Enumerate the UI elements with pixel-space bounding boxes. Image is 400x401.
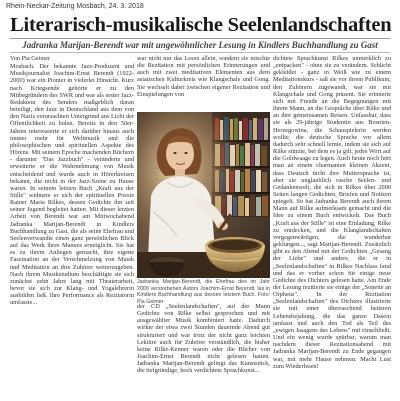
article-column-1 <box>10 55 134 398</box>
newspaper-source-line: Rhein-Neckar-Zeitung Mosbach, 24. 3. 2018 <box>6 3 144 10</box>
article-column-3 <box>273 55 391 398</box>
photo-woman-with-singing-bowl <box>137 112 270 278</box>
subtitle-rule <box>10 52 390 53</box>
article-subtitle: Jadranka Marijan-Berendt war mit ungewöhnlicher Lesung in Kindlers Buchhandlung zu Gast <box>22 40 378 50</box>
article-photo <box>137 112 270 278</box>
column-1-text: Mosbach. Der bekannte Jazz-Produzent und Musikjournalist Joachim-Ernst Berendt (1922-2000) war ein Pionier in vielerlei Hinsicht. Kurz nach Kriegsende gehörte er zu den Mitbegründern des SWR und war als erster Jazz-Redakteur des Senders maßgeblich daran beteiligt, den Jazz in Deutschland aus dem von den Nazis verursachten Untergrund ans Licht der Öffentlichkeit zu holen. Bereits in den 50er-Jahren interessierte er sich darüber hinaus auch immer mehr für Weltmusik und die philosophischen und spirituellen Aspekte des Hörens. Mit seinem Epoche machenden Büchern - darunter "Das Jazzbuch" - veränderte und erweiterte er die Wahrnehmung von Musik entscheidend und wurde auch in Hörerkreisen bekannt, die nicht in der Jazz-Szene zu Hause waren. In seinem letzten Buch „Kraft aus der Stille" widmete er sich der spirituellen Poesie Rainer Maria Rilkes, dessen Gedichte ihn seit seiner Jugend begleitet hatten. Mit dieser letzten Arbeit von Berendt war am Mittwochabend Jadranka Marijan-Berendt in Kindlers Buchhandlung zu Gast, die als seine Ehefrau und Seelenverwandte einen ganz persönlichen Blick auf das Werk ihres Mannes ermöglicht. Sie hat es zu ihrem Anliegen gemacht, ihre eigene Faszination an der Verschmelzung von Musik und Meditation an ihre Zuhörer weiterzugeben. Nach ihrem Musikstudium beschäftigte sie sich zunächst zehn Jahre lang mit Theaterarbeit, bevor sie sich zur Klang- und Yogalehrerin ausbilden ließ. Ihre Performance als Rezitatorin umfasste... <box>10 63 134 307</box>
column-2-top-text: war nicht nur das Lesen allein, sondern sie mischte die Rezitation mit persönlichen Erinnerungen und auch mit zwei meditativen Elementen aus dem asiatischen Kulturkreis wie Klangschale und Gong. Sie wechselt dabei zwischen eigener Rezitation und Einspielungen von <box>137 55 270 98</box>
article-column-2-bottom <box>137 303 270 398</box>
column-2-bottom-text: der CD „Seelenlandschaften", auf der Mann Gedichte von Rilke selbst gesprochen und mit ausgewählter Musik kombiniert hatte. Dadurch wirkte der etwa zwei Stunden dauernde Abend gut strukturiert und war trotz der nicht ganz leichten Lektüre auch für Zuhörer verständlich, die bisher keine Rilke-Kenner waren oder die Bücher von Joachim-Ernst Berendt nicht gelesen hatten. Jadranka Marijan-Berendt gelingt das Kunststück, die tiefgründige, hoch verdichtete Sprachkunst... <box>137 303 270 375</box>
article-headline: Literarisch-musikalische Seelenlandschaften <box>10 14 392 36</box>
column-3-text: dichtete Sprachkunst Rilkes unmerklich zu „entpacken" - ohne sie zu verändern. Schlicht gekleidet - ganz in Weiß wie zu einem Meditationskurs - saß sie vor ihrem Publikum, den Zuhörern zugewandt, war sie mit Klangschale und Gong präsent. Sie erinnerte sich mit Freude an die Begegnungen mit ihrem Mann, an die Gespräche über Rilke und an ihre gemeinsamen Reisen. Unfassbar, dass sie als 29-jährige Studentin aus Bosnien-Herzegowina, die Schauspielerin werden wollte, die deutsche Sprache vor allem dadurch sehr schnell lernte, indem sie sich auf Rilke stürzte, bei dem es ja gilt, jedes Wort auf die Goldwaage zu legen. Auch heute noch hört man an einem charmanten kleinen Akzent, dass Deutsch nicht ihre Muttersprache ist, aber sie unglaublich rasche Seelen- und Gedankenwelt, die sich in Rilkes über 2000 Seiten langen Gedichten, Briefen und Notizen spiegelt. So hat Jadranka Berendt auch ihrem Mann auf Rilke aufmerksam gemacht und die Idee zu einem Buch entwickelt. Das Buch „Kraft aus der Stille" ist eine Einladung, Rilke zu entdecken, und die Klanglandschaften vergegenwärtigen, die wunderbar geklungen..., sagt Marijan-Berendt. Zusätzlich gibt es den Abend mit der Gedichten „Gesang der Liebe" und andere, die er in „Seelenlandschaften" in Rilkes Nachlass fand und das er vorher schon für einige neue Gedichte des Dichters gelesen hatte. Am Ende der Lesung rezitierte sie einige der „Sonette an Orpheus". In der Rezitation „Seelenlandschaften" des Dichters illustrierte sie mit einer überraschend heiteren Lebensbejahung, die das ganze Dasein umfasst und auch den Tod als Teil des „ewigen Jasagens des Lebens" mit einschließt. Und ein wenig wurde spürbar, warum man nachdem dieser Rezitationsabend mit Jadranka Marijan-Berendt zu Ende gegangen war, mit mehr Hause nehmen. Macht Lust zum Wiederlesen! <box>273 55 391 370</box>
photo-caption: Jadranka Marijan-Berendt, die Ehefrau des im Jahr 2000 verstorbenen Autors Joachim-Ernst Berendt, las in Kindlers Buchhandlung aus dessen letztem Buch. Foto: Pia Geimer <box>137 279 270 305</box>
headline-rule <box>10 38 390 39</box>
article-author: Von Pia Geimer <box>10 55 51 62</box>
article-column-2-top <box>137 55 270 111</box>
